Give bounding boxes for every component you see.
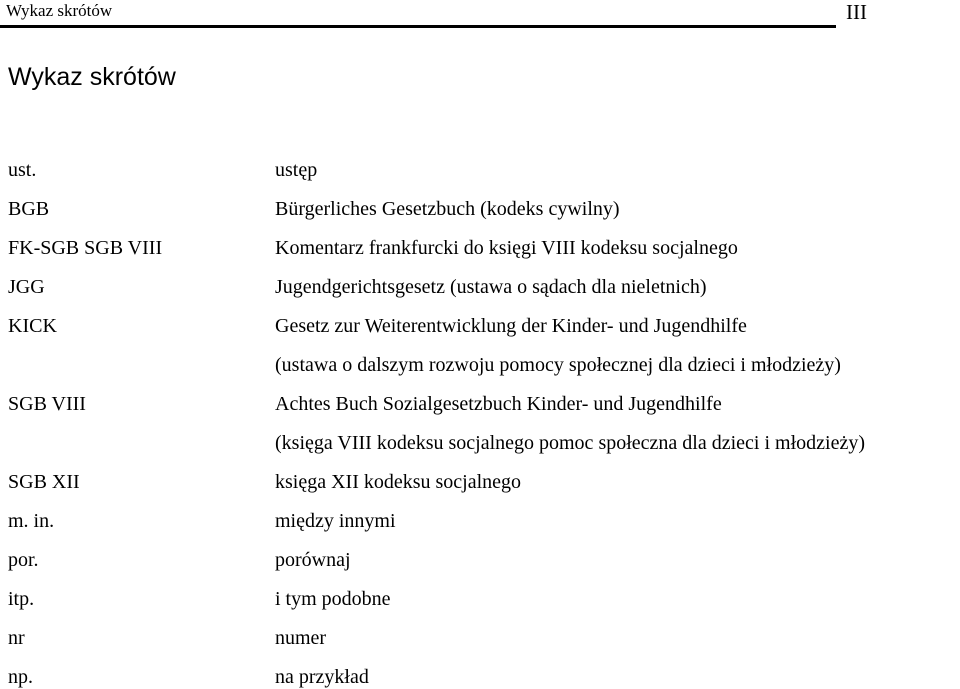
abbreviation-meaning: numer: [275, 627, 327, 649]
abbreviation-meaning: porównaj: [275, 549, 351, 571]
abbreviation: FK-SGB SGB VIII: [8, 237, 163, 259]
abbreviation: np.: [8, 666, 33, 688]
page-title: Wykaz skrótów: [8, 63, 176, 91]
abbreviation: nr: [8, 627, 25, 649]
abbreviation-meaning-continued: (księga VIII kodeksu socjalnego pomoc społeczna dla dzieci i młodzieży): [275, 432, 865, 454]
abbreviation: KICK: [8, 315, 57, 337]
abbreviation-meaning: Gesetz zur Weiterentwicklung der Kinder- und Jugendhilfe: [275, 315, 747, 337]
abbreviation-meaning: księga XII kodeksu socjalnego: [275, 471, 522, 493]
abbreviation-meaning: na przykład: [275, 666, 369, 688]
abbreviation: BGB: [8, 198, 50, 220]
abbreviation: itp.: [8, 588, 35, 610]
abbreviation: m. in.: [8, 510, 55, 532]
abbreviation-meaning: Achtes Buch Sozialgesetzbuch Kinder- und Jugendhilfe: [275, 393, 722, 415]
abbreviation: SGB VIII: [8, 393, 86, 415]
abbreviation: SGB XII: [8, 471, 80, 493]
abbreviation-meaning-continued: (ustawa o dalszym rozwoju pomocy społecznej dla dzieci i młodzieży): [275, 354, 841, 376]
page-number: III: [846, 0, 867, 24]
abbreviation-meaning: Jugendgerichtsgesetz (ustawa o sądach dla nieletnich): [275, 276, 707, 298]
abbreviation-meaning: Komentarz frankfurcki do księgi VIII kodeksu socjalnego: [275, 237, 738, 259]
abbreviation-meaning: ustęp: [275, 159, 318, 181]
running-header: [0, 0, 836, 28]
running-title: Wykaz skrótów: [6, 1, 113, 20]
abbreviation-meaning: między innymi: [275, 510, 396, 532]
abbreviation: por.: [8, 549, 39, 571]
abbreviation-meaning: i tym podobne: [275, 588, 391, 610]
abbreviation-meaning: Bürgerliches Gesetzbuch (kodeks cywilny): [275, 198, 620, 220]
abbreviation: ust.: [8, 159, 37, 181]
abbreviation: JGG: [8, 276, 45, 298]
